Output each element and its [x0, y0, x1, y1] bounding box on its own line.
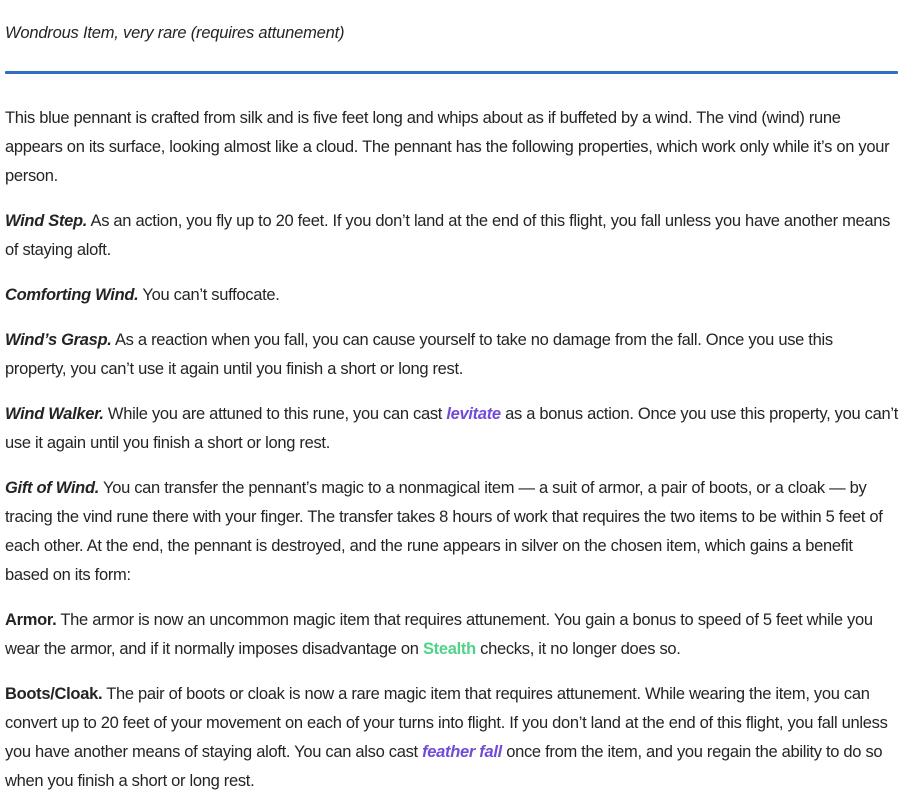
- property-name-wind-step: Wind Step.: [5, 212, 88, 230]
- skill-link-stealth[interactable]: Stealth: [422, 640, 476, 658]
- property-paragraph-wind-step: [5, 207, 898, 265]
- form-text-armor-post: checks, it no longer does so.: [475, 640, 681, 658]
- property-text-comforting-wind: You can’t suffocate.: [138, 286, 280, 304]
- item-description-body: [5, 104, 898, 794]
- property-paragraph-wind-walker: [5, 400, 898, 458]
- property-text-wind-step: As an action, you fly up to 20 feet. If you don’t land at the end of this flight, you fall unless you have another means of staying aloft.: [5, 212, 891, 259]
- form-paragraph-armor: [5, 606, 898, 664]
- property-name-gift-of-wind: Gift of Wind.: [5, 479, 100, 497]
- property-text-winds-grasp: As a reaction when you fall, you can cause yourself to take no damage from the fall. Once you use this property, you can’t use it again until you finish a short or long rest.: [5, 331, 833, 378]
- property-paragraph-winds-grasp: [5, 326, 898, 384]
- item-type-line: Wondrous Item, very rare (requires attunement): [5, 24, 345, 42]
- spell-link-feather-fall[interactable]: feather fall: [422, 743, 502, 761]
- property-text-gift-of-wind: You can transfer the pennant’s magic to a nonmagical item — a suit of armor, a pair of boots, or a cloak — by tracing the vind rune there with your finger. The transfer takes 8 hours of work that requires the two items to be within 5 feet of each other. At the end, the pennant is destroyed, and the rune appears in silver on the chosen item, which gains a benefit based on its form:: [5, 479, 883, 584]
- intro-text: This blue pennant is crafted from silk and is five feet long and whips about as if buffeted by a wind. The vind (wind) rune appears on its surface, looking almost like a cloud. The pennant has the following properties, which work only while it’s on your person.: [5, 109, 890, 185]
- spell-link-levitate[interactable]: levitate: [446, 405, 501, 423]
- property-name-comforting-wind: Comforting Wind.: [5, 286, 139, 304]
- property-text-wind-walker-post: as a bonus action. Once you use this property, you can’t use it again until you finish a short or long rest.: [5, 405, 898, 452]
- form-name-boots-cloak: Boots/Cloak.: [5, 685, 103, 703]
- form-name-armor: Armor.: [5, 611, 57, 629]
- form-text-armor-pre: The armor is now an uncommon magic item that requires attunement. You gain a bonus to speed of 5 feet while you wear the armor, and if it normally imposes disadvantage on: [5, 611, 873, 658]
- property-paragraph-gift-of-wind: [5, 474, 898, 590]
- section-divider: [5, 71, 898, 74]
- property-paragraph-comforting-wind: [5, 281, 898, 310]
- intro-paragraph: [5, 104, 898, 191]
- form-paragraph-boots-cloak: [5, 680, 898, 794]
- form-text-boots-cloak-pre: The pair of boots or cloak is now a rare magic item that requires attunement. While wearing the item, you can convert up to 20 feet of your movement on each of your turns into flight. If you don’t land at the end of this flight, you fall unless you have another means of staying aloft. You can also cast: [5, 685, 888, 761]
- form-text-boots-cloak-post: once from the item, and you regain the ability to do so when you finish a short or long rest.: [5, 743, 883, 790]
- property-name-winds-grasp: Wind’s Grasp.: [5, 331, 112, 349]
- property-text-wind-walker-pre: While you are attuned to this rune, you can cast: [103, 405, 447, 423]
- property-name-wind-walker: Wind Walker.: [5, 405, 104, 423]
